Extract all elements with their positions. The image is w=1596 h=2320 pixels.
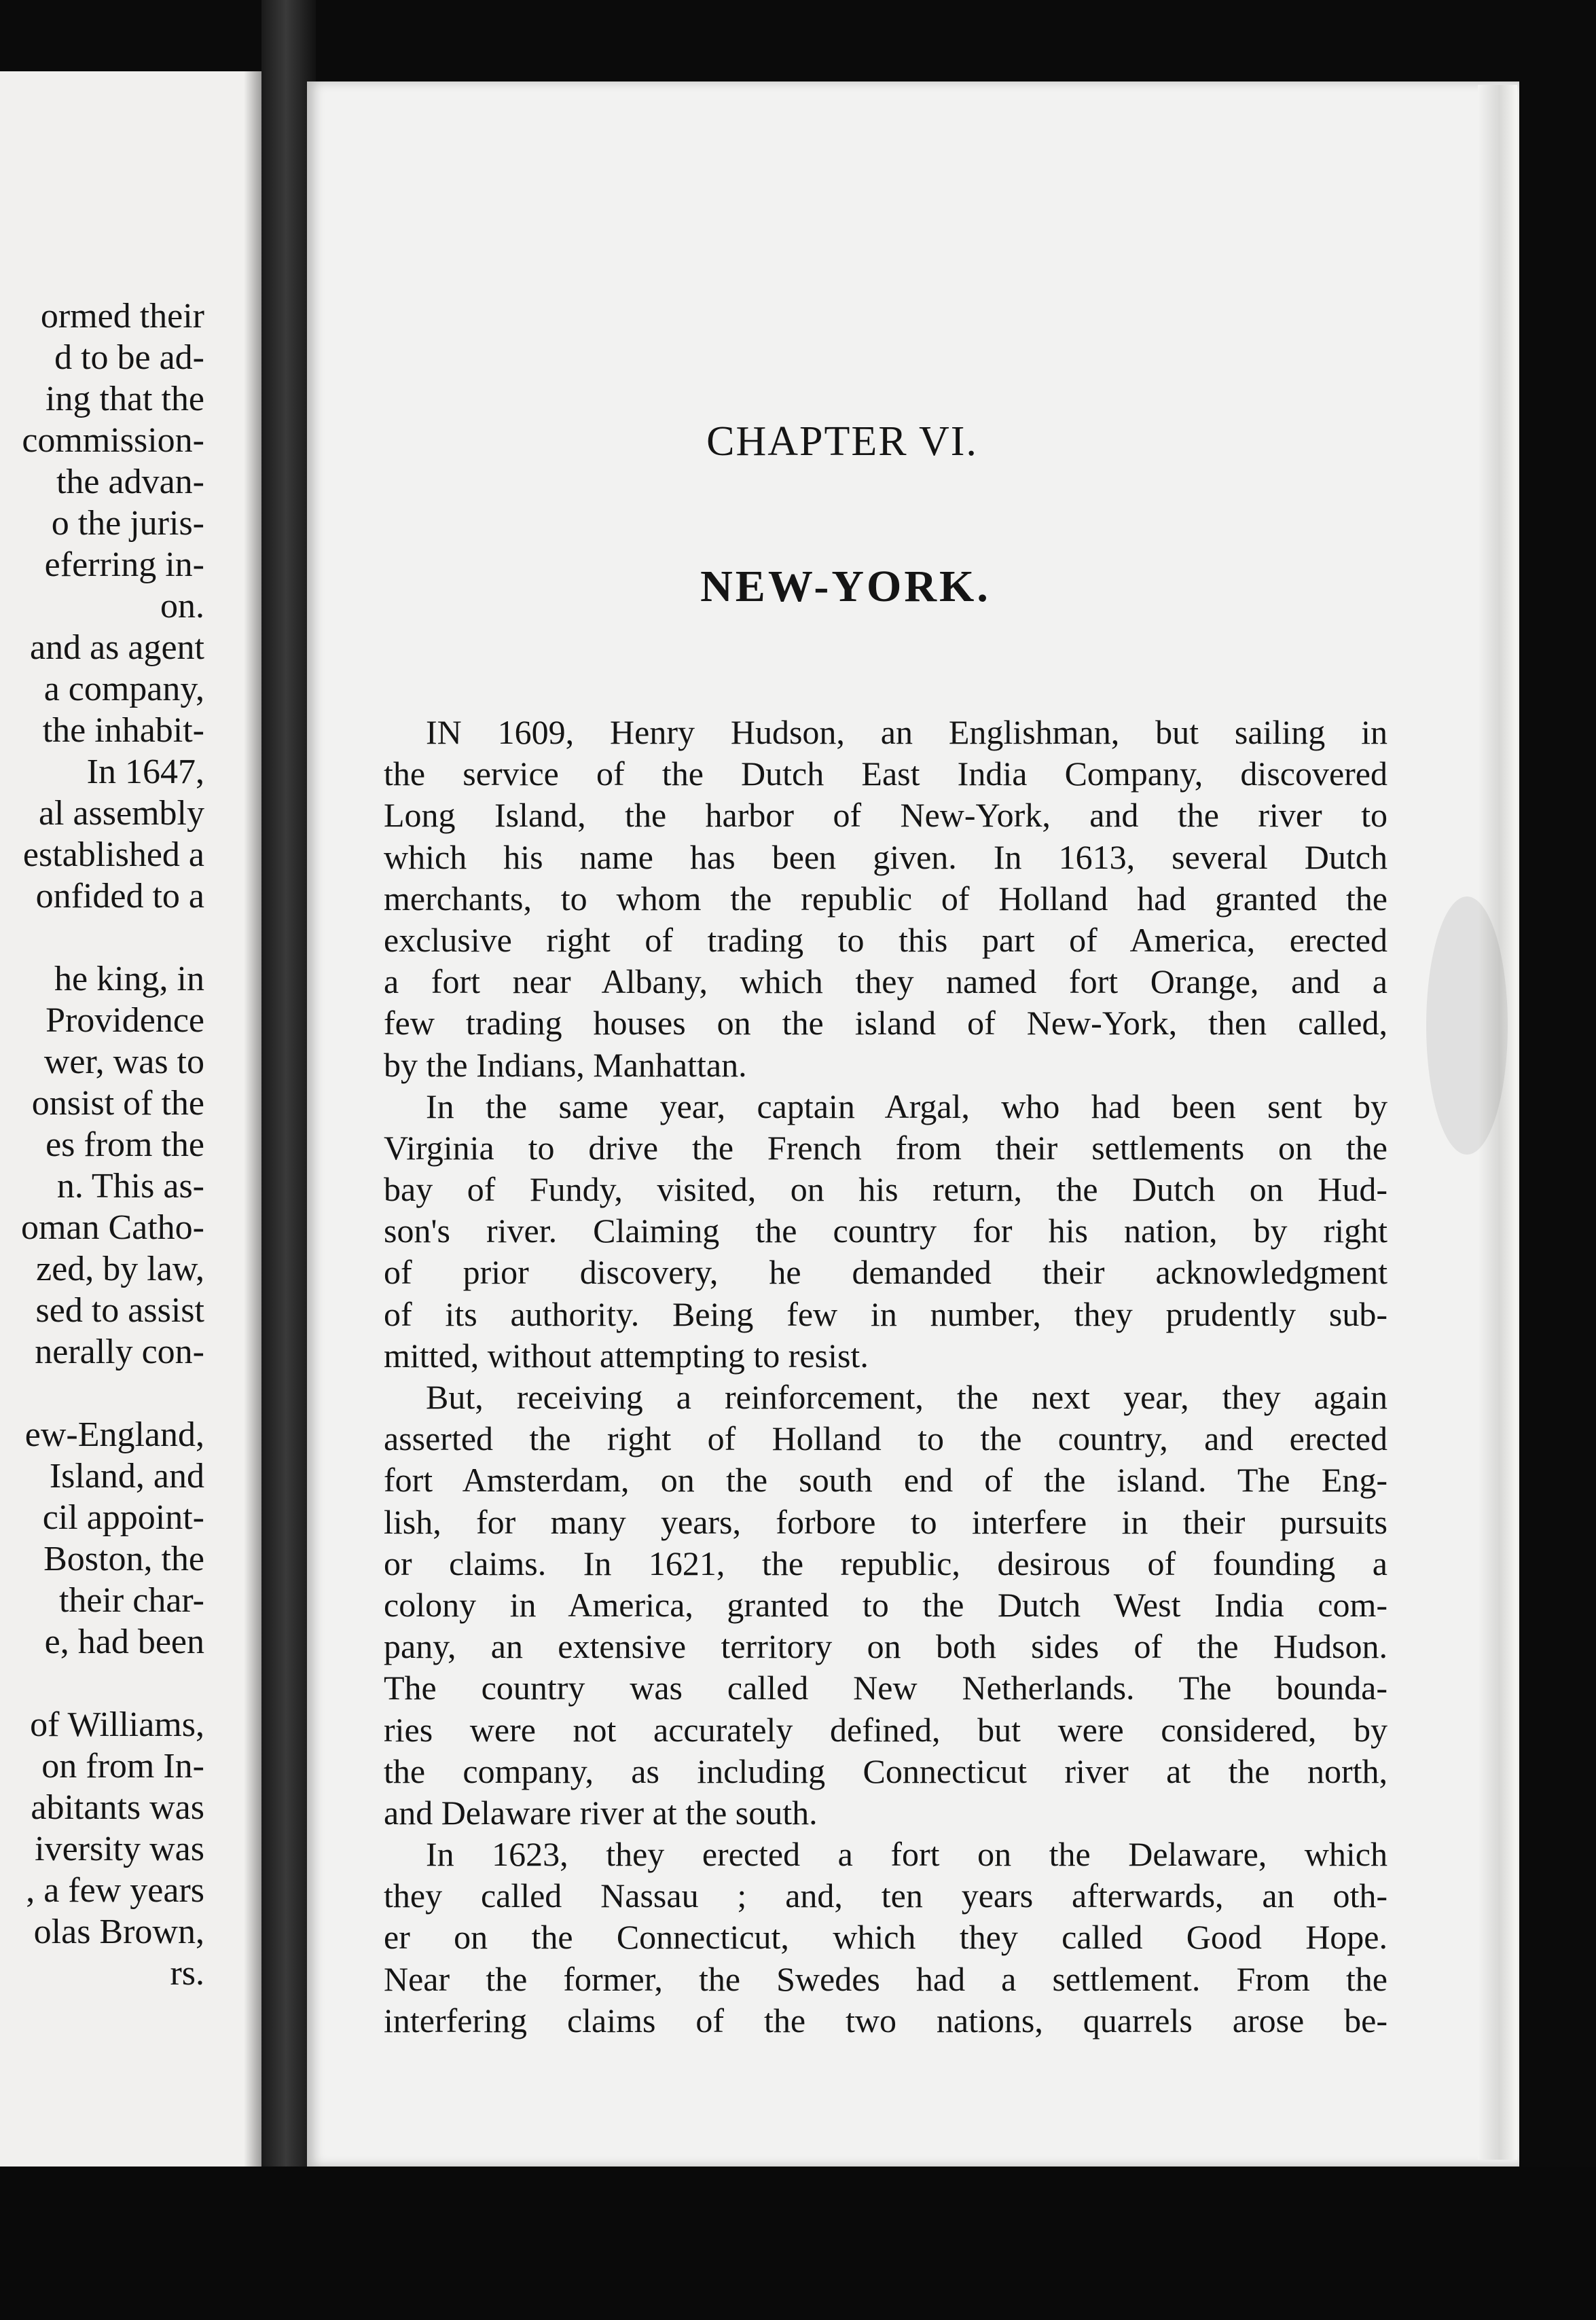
text-line: or claims. In 1621, the republic, desirous of founding a (384, 1544, 1388, 1582)
left-page-line: n. This as- (56, 1167, 204, 1206)
text-line: the service of the Dutch East India Company, discovered (384, 755, 1388, 793)
text-line: mitted, without attempting to resist. (384, 1336, 869, 1375)
text-line: colony in America, granted to the Dutch West India com- (384, 1585, 1388, 1624)
left-page-line: onsist of the (31, 1084, 204, 1123)
left-page-line: onfided to a (35, 877, 204, 916)
left-page (0, 71, 261, 2167)
left-page-line: on from In- (41, 1747, 204, 1786)
left-page-line: ormed their (40, 297, 204, 336)
left-page-line: ing that the (46, 380, 204, 418)
text-line: a fort near Albany, which they named fort Orange, and a (384, 962, 1388, 1001)
left-page-line: nerally con- (35, 1333, 204, 1371)
left-page-line: cil appoint- (42, 1498, 204, 1537)
left-page-line: Boston, the (43, 1540, 204, 1578)
text-line: In the same year, captain Argal, who had been sent by (426, 1087, 1388, 1125)
text-line: Virginia to drive the French from their settlements on the (384, 1128, 1388, 1167)
page-smudge (1426, 896, 1508, 1155)
text-line: which his name has been given. In 1613, several Dutch (384, 837, 1388, 876)
text-line: But, receiving a reinforcement, the next year, they again (426, 1378, 1388, 1416)
text-line: son's river. Claiming the country for his nation, by right (384, 1212, 1388, 1250)
text-line: by the Indians, Manhattan. (384, 1045, 747, 1084)
text-line: Long Island, the harbor of New-York, and the river to (384, 796, 1388, 835)
text-line: lish, for many years, forbore to interfere in their pursuits (384, 1502, 1388, 1541)
chapter-title: NEW-YORK. (700, 562, 991, 611)
left-page-line: and as agent (29, 628, 204, 667)
left-page-line: the inhabit- (42, 711, 204, 750)
left-page-line: d to be ad- (54, 338, 204, 377)
left-page-line: of Williams, (30, 1705, 204, 1744)
left-page-line: on. (160, 587, 204, 626)
left-page-line: rs. (170, 1954, 204, 1993)
left-page-line: commission- (22, 421, 204, 460)
left-page-line: a company, (43, 670, 204, 708)
text-line: asserted the right of Holland to the country, and erected (384, 1419, 1388, 1458)
text-line: of its authority. Being few in number, they prudently sub- (384, 1294, 1388, 1333)
left-page-line: abitants was (31, 1788, 204, 1827)
text-line: fort Amsterdam, on the south end of the island. The Eng- (384, 1461, 1388, 1500)
text-line: The country was called New Netherlands. The bounda- (384, 1669, 1388, 1707)
scan-border (0, 2167, 1596, 2320)
left-page-line: he king, in (54, 960, 204, 998)
text-line: IN 1609, Henry Hudson, an Englishman, but sailing in (426, 713, 1388, 751)
left-page-line: oman Catho- (20, 1208, 204, 1247)
left-page-line: es from the (46, 1125, 204, 1164)
body-text (384, 712, 1388, 2042)
text-line: and Delaware river at the south. (384, 1793, 818, 1832)
text-line: the company, as including Connecticut river at the north, (384, 1752, 1388, 1790)
left-page-line: their char- (58, 1581, 204, 1620)
left-page-line: , a few years (26, 1871, 204, 1910)
left-page-line: al assembly (38, 794, 204, 833)
text-line: In 1623, they erected a fort on the Delaware, which (426, 1835, 1388, 1874)
left-page-line: o the juris- (51, 504, 204, 543)
text-line: of prior discovery, he demanded their acknowledgment (384, 1253, 1388, 1292)
text-line: ries were not accurately defined, but were considered, by (384, 1710, 1388, 1749)
left-page-line: Providence (46, 1001, 204, 1040)
left-page-line: established a (22, 835, 204, 874)
text-line: merchants, to whom the republic of Holland had granted the (384, 879, 1388, 918)
left-page-line: Island, and (49, 1457, 204, 1496)
text-line: pany, an extensive territory on both sides of the Hudson. (384, 1627, 1388, 1666)
left-page-line: ew-England, (24, 1415, 204, 1454)
text-line: Near the former, the Swedes had a settlement. From the (384, 1959, 1388, 1998)
left-page-line: e, had been (44, 1623, 204, 1661)
left-page-line: zed, by law, (36, 1250, 204, 1288)
text-line: interfering claims of the two nations, quarrels arose be- (384, 2001, 1388, 2040)
left-page-line: iversity was (35, 1830, 204, 1868)
text-line: bay of Fundy, visited, on his return, the Dutch on Hud- (384, 1170, 1388, 1209)
left-page-line: eferring in- (44, 545, 204, 584)
chapter-heading: CHAPTER VI. (706, 418, 978, 465)
left-page-line: sed to assist (35, 1291, 204, 1330)
left-page-line: the advan- (56, 463, 204, 501)
text-line: exclusive right of trading to this part of America, erected (384, 920, 1388, 959)
left-page-line: olas Brown, (33, 1913, 204, 1951)
left-page-line: wer, was to (43, 1043, 204, 1081)
left-page-shadow (244, 71, 261, 2167)
left-page-line: In 1647, (86, 753, 204, 791)
text-line: er on the Connecticut, which they called Good Hope. (384, 1918, 1388, 1957)
text-line: few trading houses on the island of New-York, then called, (384, 1004, 1388, 1043)
text-line: they called Nassau ; and, ten years afterwards, an oth- (384, 1877, 1388, 1915)
